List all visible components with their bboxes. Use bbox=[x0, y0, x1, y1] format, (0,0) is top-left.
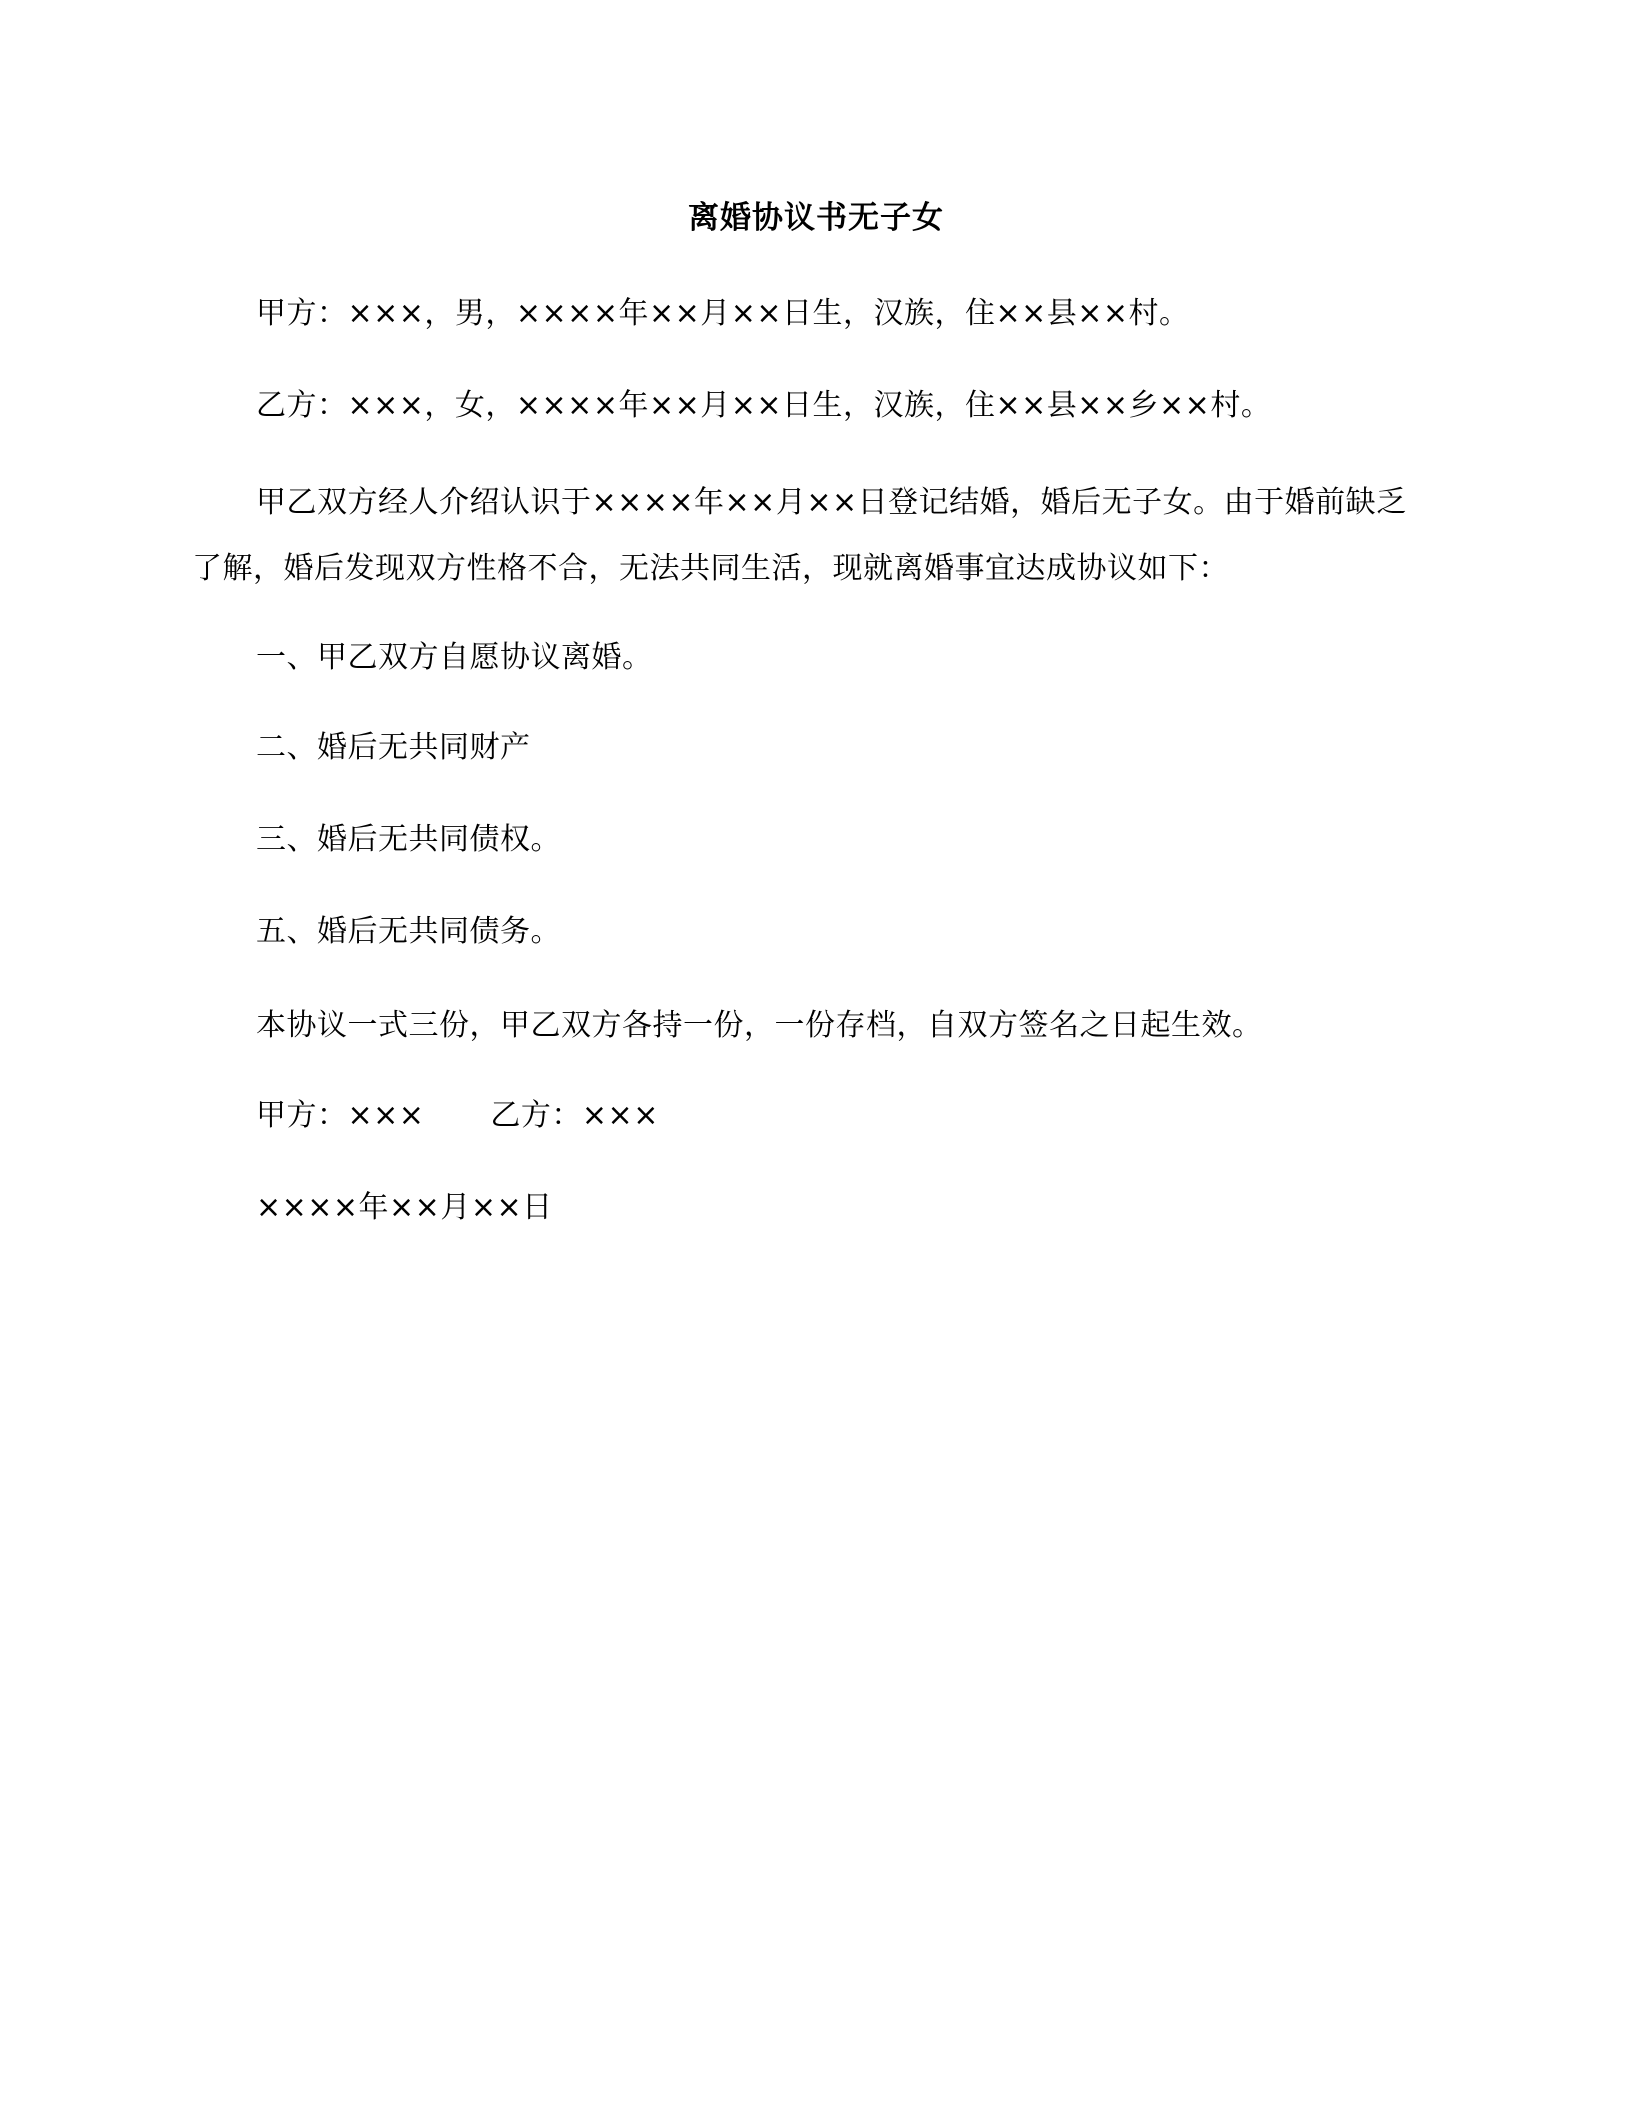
agreement-date: ××××年××月××日 bbox=[256, 1190, 553, 1225]
clause-2: 二、婚后无共同财产 bbox=[256, 730, 531, 765]
intro-paragraph: 甲乙双方经人介绍认识于××××年××月××日登记结婚，婚后无子女。由于婚前缺乏了解，婚后发现双方性格不合，无法共同生活，现就离婚事宜达成协议如下： bbox=[192, 485, 1407, 586]
party-b-info: 乙方：×××，女，××××年××月××日生，汉族，住××县××乡××村。 bbox=[256, 388, 1272, 423]
signature-party-a: 甲方：××× bbox=[256, 1098, 425, 1133]
signature-party-b: 乙方：××× bbox=[490, 1098, 659, 1133]
party-a-info: 甲方：×××，男，××××年××月××日生，汉族，住××县××村。 bbox=[256, 296, 1190, 331]
signature-line bbox=[256, 1094, 659, 1138]
document-title: 离婚协议书无子女 bbox=[688, 200, 944, 236]
copies-note: 本协议一式三份，甲乙双方各持一份，一份存档，自双方签名之日起生效。 bbox=[256, 1008, 1263, 1043]
clause-1: 一、甲乙双方自愿协议离婚。 bbox=[256, 640, 653, 675]
clause-3: 三、婚后无共同债权。 bbox=[256, 822, 561, 857]
clause-5: 五、婚后无共同债务。 bbox=[256, 914, 561, 949]
